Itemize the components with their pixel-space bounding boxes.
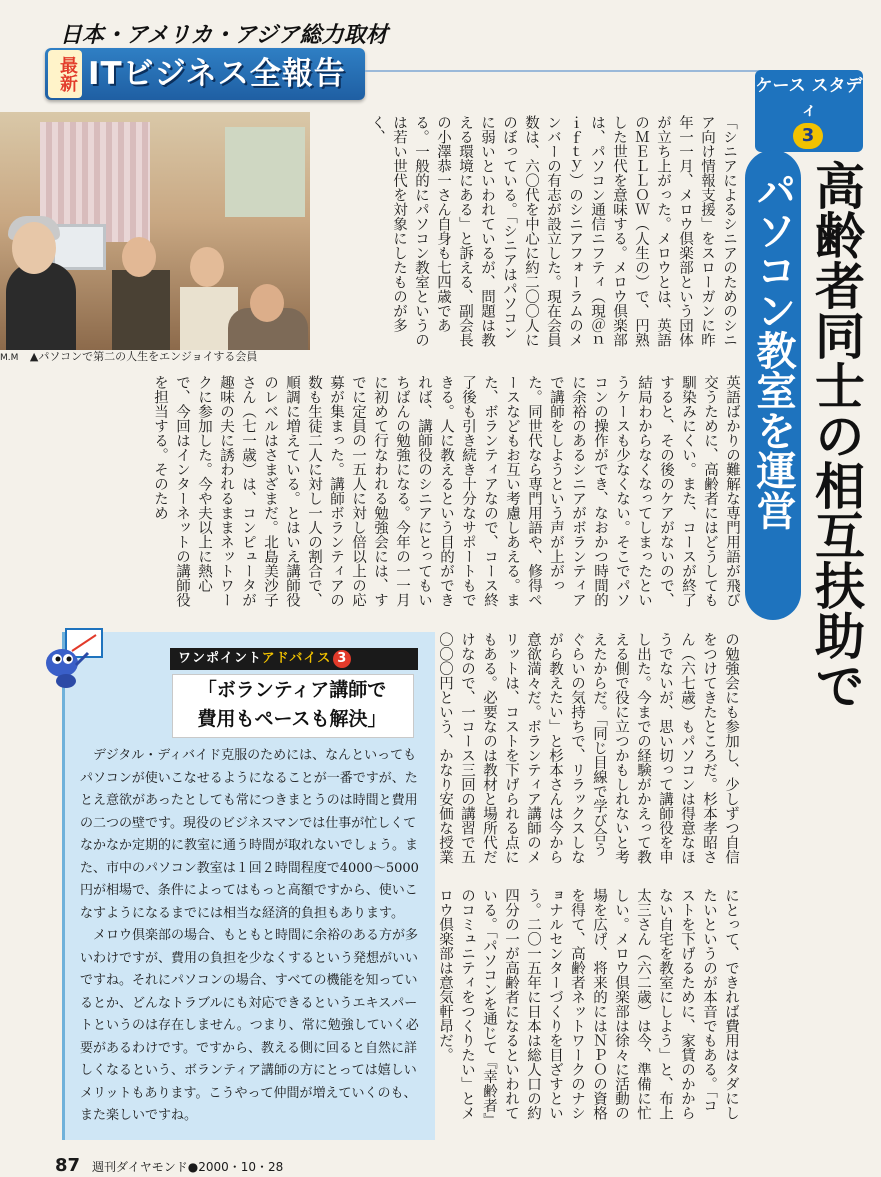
mascot-icon [38,625,108,695]
advice-paragraph-2: メロウ倶楽部の場合、もともと時間に余裕のある方が多いわけですが、費用の負担を少なくするという発想がいいですね。それにパソコンの場合、すべての機能を知っているとか、どんなトラブルにも対応できるというエキスパートというのは存在しません。つまり、常に勉強していく必要があるわけです。ですから、教える側に回ると自然に詳しくなるという、ボランティア講師の方にとっては嬉しいメリットもあります。こうやって仲間が増えていくのも、また楽しいですね。 [80,928,419,1123]
body-column-2: 英語ばかりの難解な専門用語が飛び交うために、高齢者にはどうしても馴染みにくい。また、コースが終了すると、その後のケアがないので、結局わからなくなってしまったというケースも少なくない。そこでパソコンの操作ができ、なおかつ時間的に余裕のあるシニアがボランティアで講師をしようという声が上がった。同世代なら専門用語や、修得ペースなどもお互い考慮しあえる。また、ボランティアなので、コース終了後も引き続き十分なサポートもできる。人に教えるという目的ができれば、講師役のシニアにとってもいちばんの勉強になる。今年の一一月に初めて行なわれる勉強会には、すでに定員の一五人に対し倍以上の応募が集まった。講師ボランティアの数も生徒二人に対し一人の割合で、順調に増えている。とはいえ講師役のレベルはさまざまだ。北島美沙子さん（七一歳）は、コンピュータが趣味の夫に誘われるままネットワークに参加した。今や夫以上に熱心で、今回はインターネットの講師役を担当する。そのため [152,375,740,607]
advice-body [80,745,420,1133]
magazine-info: 週刊ダイヤモンド●2000・10・28 [92,1160,284,1174]
advice-banner-highlight: アドバイス [261,651,332,666]
photo-window [225,127,305,217]
headline-sub: パソコン教室を運営 [750,170,796,530]
latest-badge: 最新 [48,50,82,98]
header-divider [365,70,765,72]
photo-caption: ▲パソコンで第二の人生をエンジョイする会員 [29,350,258,363]
advice-title-line-1: 「ボランティア講師で [197,679,387,701]
photo-credit: M.M [0,353,19,363]
body-column-1: 「シニアによるシニアのためのシニア向け情報支援」をスローガンに昨年一一月、メロウ倶楽部という団体が立ち上がった。メロウとは、英語のＭＥＬＬＯＷ（人生の）で、円熟した世代を意味する。メロウ倶楽部は、パソコン通信ニフティ（現＠ｎｉｆｔｙ）のシニアフォーラムのメンバーの有志が設立した。現在会員数は、六〇代を中心に約二〇〇人にのぼっている。「シニアはパソコンに弱いといわれているが、問題は教える環境にある」と訴える、副会長の小澤恭一さん自身も七四歳である。一般的にパソコン教室というのは若い世代を対象にしたものが多く、 [369,115,737,347]
photo-member-2-face [122,237,156,277]
photo-member-2 [112,270,170,350]
photo-member-1 [6,262,76,350]
members-photo [0,112,310,350]
advice-paragraph-1: デジタル・ディバイド克服のためには、なんといってもパソコンが使いこなせるようになることが一番ですが、たとえ意欲があったとしても常につきまとうのは時間と費用の二つの壁です。現役のビジネスマンでは仕事が忙しくてなかなか定期的に教室に通う時間が取れないでしょう。また、市中のパソコン教室は１回２時間程度で4000〜5000円が相場で、条件によってはもっと高額ですから、使いこなすようになるまでには相当な経済的負担もあります。 [80,748,419,921]
kicker: 日本・アメリカ・アジア総力取材 [60,23,388,48]
page-number: 87 [55,1155,81,1176]
advice-title [172,676,412,736]
headline-main: 高齢者同士の相互扶助で [807,160,865,710]
photo-member-1-face [12,222,56,274]
advice-number: 3 [333,650,351,668]
case-study-number: 3 [793,123,823,149]
body-column-4: にとって、できれば費用はタダにしたいというのが本音でもある。「コストを下げるために、家賃のかからない自宅を教室にしよう」と、布上太三さん（六二歳）は今、準備に忙しい。メロウ倶楽部は徐々に活動の場を広げ、将来的にはＮＰＯの資格を得て、高齢者ネットワークのナショナルセンターづくりを目ざすという。二〇一五年に日本は総人口の約四分の一が高齢者になるといわれている。「パソコンを通じて『幸齢者』のコミュニティをつくりたい」とメロウ倶楽部は意気軒昂だ。 [437,888,739,1120]
body-column-3: の勉強会にも参加し、少しずつ自信をつけてきたところだ。杉本孝昭さん（六七歳）もパソコンは得意なほうでないが、思い切って講師役を申し出た。今までの経験がかえって教える側で役に立つかもしれないと考えたからだ。「同じ目線で学び合うぐらいの気持ちで、リラックスしながら教えたい」と杉本さんは今から意欲満々だ。ボランティア講師のメリットは、コストを下げられる点にもある。必要なのは教材と場所代だけなので、一コース三回の講習で五〇〇〇円という、かなり安価な授業 [437,632,739,864]
advice-banner [170,648,418,670]
advice-banner-prefix: ワンポイント [178,651,262,666]
series-title: ITビジネス全報告 [88,56,346,92]
photo-computer-monitor [52,224,106,270]
case-study-label: ケース スタディ [755,76,863,120]
photo-caption-row [0,348,330,366]
advice-title-line-2: 費用もペースも解決」 [197,708,387,730]
photo-member-3-face [190,247,224,287]
photo-member-4-face [250,284,284,322]
